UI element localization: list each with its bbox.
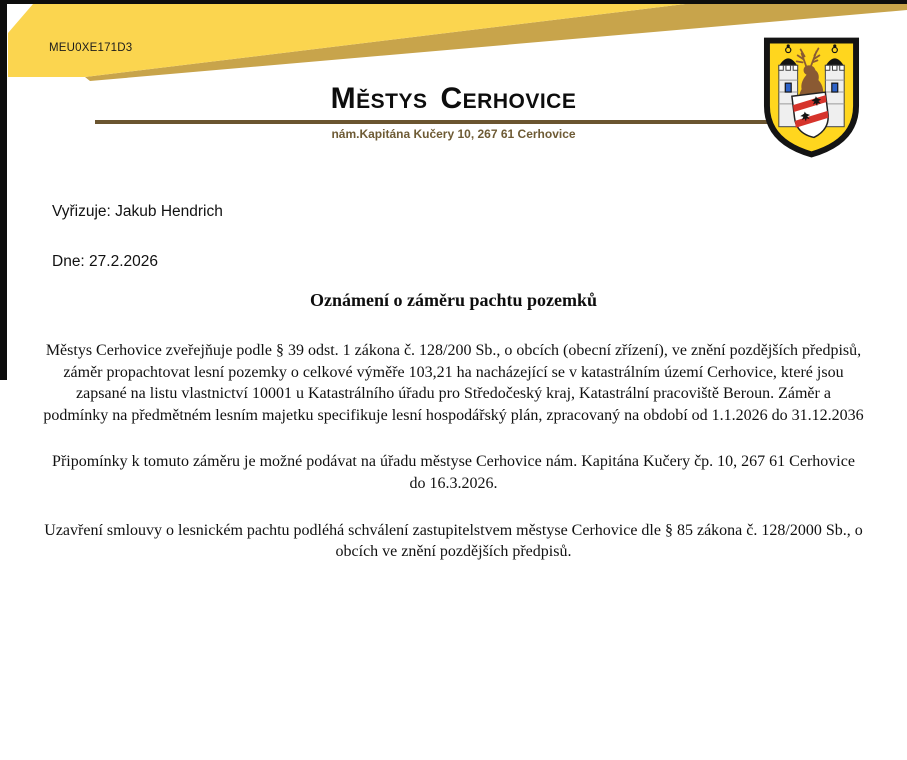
- notice-body: [43, 340, 864, 588]
- handled-by-line: Vyřizuje: Jakub Hendrich: [52, 203, 223, 220]
- top-black-bar: [0, 0, 907, 4]
- title-word-1: MĚSTYS: [330, 82, 428, 115]
- left-black-bar: [0, 0, 7, 380]
- document-reference-code: MEU0XE171D3: [49, 42, 133, 54]
- title-word-2: CERHOVICE: [440, 82, 577, 115]
- notice-paragraph-2: Připomínky k tomuto záměru je možné podávat na úřadu městyse Cerhovice nám. Kapitána Kučery čp. 10, 267 61 Cerhovice do 16.3.2026.: [52, 453, 855, 492]
- cerhovice-coat-of-arms-icon: [762, 36, 861, 158]
- date-line: Dne: 27.2.2026: [52, 253, 159, 270]
- banner-yellow-shape: [8, 4, 685, 77]
- municipality-address: nám.Kapitána Kučery 10, 267 61 Cerhovice: [331, 127, 576, 141]
- notice-paragraph-3: Uzavření smlouvy o lesnickém pachtu podléhá schválení zastupitelstvem městyse Cerhovice dle § 85 zákona č. 128/2000 Sb., o obcích ve znění pozdějších předpisů.: [44, 521, 863, 561]
- notice-paragraph-1: Městys Cerhovice zveřejňuje podle § 39 odst. 1 zákona č. 128/200 Sb., o obcích (obecní zřízení), ve znění pozdějších předpisů, záměr propachtovat lesní pozemky o celkové výměře 103,21 ha nacházející se v katastrálním území Cerhovice, které jsou zapsané na listu vlastnictví 10001 u Katastrálního úřadu pro Středočeský kraj, Katastrální pracoviště Beroun. Záměr a podmínky na předmětném lesním majetku specifikuje lesní hospodářský plán, zpracovaný na období od 1.1.2026 do 31.12.2036: [43, 342, 864, 424]
- header-divider-rule: [95, 120, 776, 124]
- notice-title: Oznámení o záměru pachtu pozemků: [310, 290, 597, 310]
